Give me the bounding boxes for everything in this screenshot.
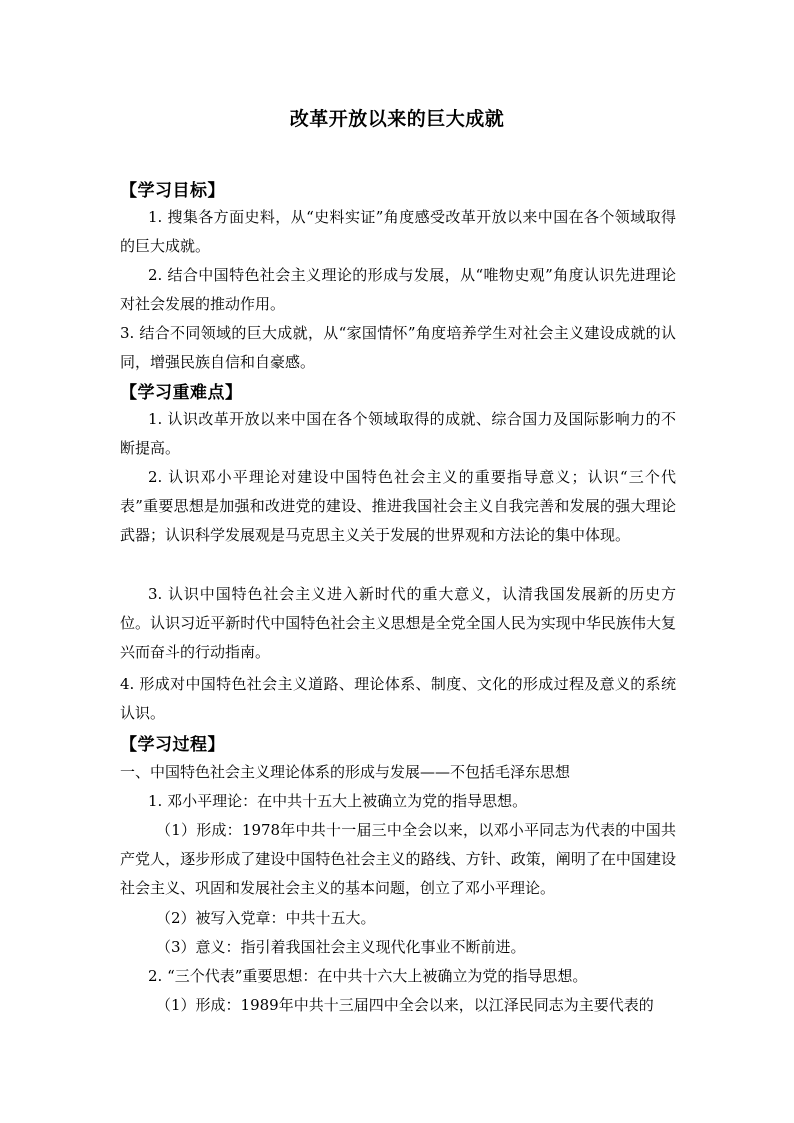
goal-item-1: 1. 搜集各方面史料，从“史料实证”角度感受改革开放以来中国在各个领域取得的巨大成就。 [120, 208, 676, 255]
page-title: 改革开放以来的巨大成就 [289, 108, 505, 130]
goals-heading: 【学习目标】 [120, 181, 225, 201]
deng-theory-title: 1. 邓小平理论：在中共十五大上被确立为党的指导思想。 [148, 792, 528, 810]
process-part1-title: 一、中国特色社会主义理论体系的形成与发展——不包括毛泽东思想 [120, 763, 571, 781]
goal-item-2: 2. 结合中国特色社会主义理论的形成与发展，从“唯物史观”角度认识先进理论对社会发展的推动作用。 [120, 266, 676, 313]
key-point-item-4: 4. 形成对中国特色社会主义道路、理论体系、制度、文化的形成过程及意义的系统认识。 [120, 675, 676, 722]
key-point-item-2: 2. 认识邓小平理论对建设中国特色社会主义的重要指导意义；认识“三个代表”重要思想是加强和改进党的建设、推进我国社会主义自我完善和发展的强大理论武器；认识科学发展观是马克思主义关于发展的世界观和方法论的集中体现。 [120, 468, 676, 544]
process-heading: 【学习过程】 [120, 735, 225, 755]
key-point-item-1: 1. 认识改革开放以来中国在各个领域取得的成就、综合国力及国际影响力的不断提高。 [120, 410, 676, 457]
three-represents-title: 2. “三个代表”重要思想：在中共十六大上被确立为党的指导思想。 [148, 967, 588, 985]
deng-theory-formation: （1）形成：1978年中共十一届三中全会以来，以邓小平同志为代表的中国共产党人，逐步形成了建设中国特色社会主义的路线、方针、政策，阐明了在中国建设社会主义、巩固和发展社会主义的基本问题，创立了邓小平理论。 [120, 821, 676, 897]
goal-item-3: 3. 结合不同领域的巨大成就，从“家国情怀”角度培养学生对社会主义建设成就的认同，增强民族自信和自豪感。 [120, 324, 676, 371]
deng-theory-significance: （3）意义：指引着我国社会主义现代化事业不断前进。 [156, 938, 526, 956]
deng-theory-charter: （2）被写入党章：中共十五大。 [156, 909, 376, 927]
key-points-heading: 【学习重难点】 [120, 383, 243, 403]
three-represents-formation: （1）形成：1989年中共十三届四中全会以来，以江泽民同志为主要代表的 [156, 996, 654, 1014]
key-point-item-3: 3. 认识中国特色社会主义进入新时代的重大意义，认清我国发展新的历史方位。认识习近平新时代中国特色社会主义思想是全党全国人民为实现中华民族伟大复兴而奋斗的行动指南。 [120, 585, 676, 661]
